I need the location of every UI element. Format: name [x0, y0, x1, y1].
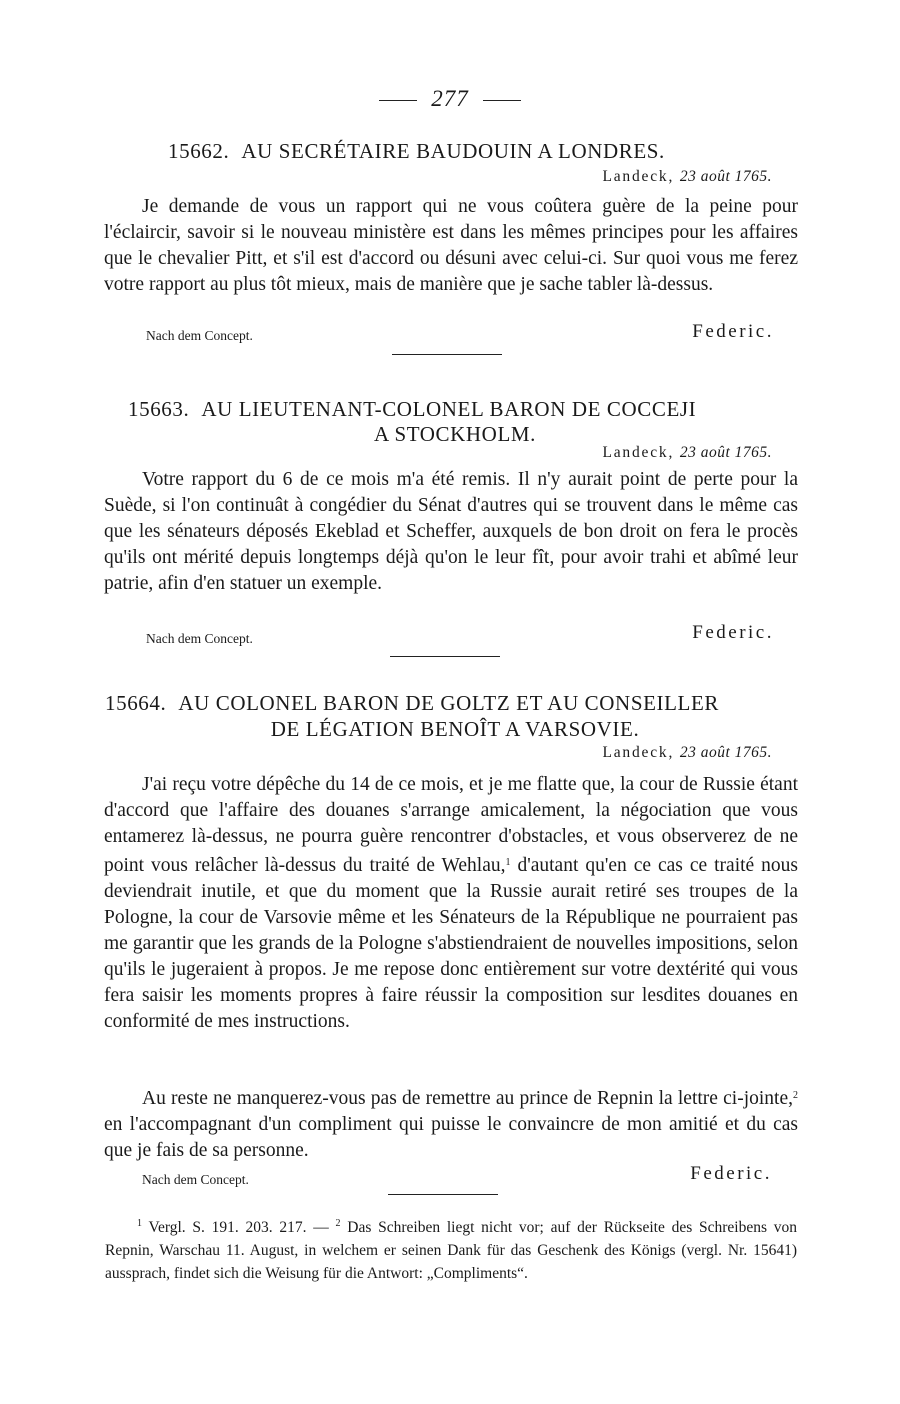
letter-heading-15662 — [168, 138, 868, 164]
letter-paragraph: Votre rapport du 6 de ce mois m'a été remis. Il n'y aurait point de perte pour la Suède, si l'on continuât à congédier du Sénat d'autres qui se trouvent dans le même cas que les sénateurs déposés Ekeblad et Scheffer, auxquels de bon droit on fera le procès qu'ils ont mérité depuis longtemps déjà qu'on le leur fît, pour avoir trahi et abîmé leur patrie, afin d'en statuer un exemple. — [104, 469, 798, 594]
letter-place: Landeck, — [602, 168, 675, 185]
letter-source: Nach dem Concept. — [146, 328, 253, 343]
section-divider — [390, 656, 500, 657]
footnote-reference: 1 — [505, 857, 511, 868]
letter-title-line2: A STOCKHOLM. — [373, 422, 536, 446]
letter-date: 23 août 1765. — [679, 444, 772, 461]
letter-number: 15663. — [128, 397, 190, 421]
letter-dateline — [602, 444, 772, 462]
letter-date: 23 août 1765. — [679, 168, 772, 185]
letter-signature: Federic. — [690, 1163, 772, 1184]
letter-title: AU SECRÉTAIRE BAUDOUIN A LONDRES. — [241, 139, 665, 163]
letter-paragraph — [104, 1083, 798, 1164]
letter-place: Landeck, — [602, 444, 675, 461]
paragraph-text: Au reste ne manquerez-vous pas de remettre au prince de Repnin la lettre ci-jointe, — [142, 1088, 793, 1109]
letter-heading-15663 — [128, 396, 788, 422]
page-number: 277 — [431, 86, 469, 111]
section-divider — [388, 1194, 498, 1195]
letter-source: Nach dem Concept. — [142, 1172, 249, 1187]
letter-date: 23 août 1765. — [679, 744, 772, 761]
paragraph-text: J'ai reçu votre dépêche du 14 de ce mois, et je me flatte que, la cour de Russie étant d'accord que l'affaire des douanes s'arrange amicalement, la négociation que vous entamerez là-dessus, ne pourra guère rencontrer d'obstacles, et vous observerez de ne point vous relâcher là-dessus du traité de Wehlau, — [104, 774, 798, 876]
letter-title-line1: AU LIEUTENANT-COLONEL BARON DE COCCEJI — [201, 397, 697, 421]
page-number-dash-left — [379, 100, 417, 101]
paragraph-text: d'autant qu'en ce cas ce traité nous deviendrait inutile, et que du moment que la Russie aurait retiré ses troupes de la Pologne, la cour de Varsovie même et les Sénateurs de la République ne pourraient pas me garantir que les grands de la Pologne s'abstiendraient de nouvelles impositions, selon qu'ils le jugeraient à propos. Je me repose donc entièrement sur votre dextérité qui vous fera saisir les moments propres à faire réussir la composition sur lesdites douanes en conformité de mes instructions. — [104, 855, 798, 1032]
letter-dateline — [602, 744, 772, 762]
page-number-dash-right — [483, 100, 521, 101]
letter-title-line2: DE LÉGATION BENOÎT A VARSOVIE. — [270, 717, 640, 741]
section-divider — [392, 354, 502, 355]
footnote-text: Das Schreiben liegt nicht vor; auf der Rückseite des Schreibens von Repnin, Warschau 11. August, in welchem er seinen Dank für das Geschenk des Königs (vergl. Nr. 15641) aussprach, findet sich die Weisung für die Antwort: „Compliments“. — [105, 1219, 797, 1282]
letter-source: Nach dem Concept. — [146, 631, 253, 646]
footnote-text: Vergl. S. 191. 203. 217. — — [142, 1219, 336, 1236]
letter-signature: Federic. — [692, 622, 774, 643]
paragraph-text: en l'accompagnant d'un compliment qui puisse le convaincre de mon amitié et du cas que je fais de sa personne. — [104, 1114, 798, 1161]
letter-place: Landeck, — [602, 744, 675, 761]
letter-title-line1: AU COLONEL BARON DE GOLTZ ET AU CONSEILLER — [178, 691, 720, 715]
letter-paragraph — [104, 772, 798, 1035]
footnote-reference: 2 — [793, 1090, 798, 1101]
letter-number: 15664. — [105, 691, 167, 715]
letter-number: 15662. — [168, 139, 230, 163]
letter-dateline — [602, 168, 772, 186]
page-number-line — [0, 86, 900, 112]
footnotes — [105, 1212, 797, 1285]
letter-signature: Federic. — [692, 321, 774, 342]
footnote-mark: 1 — [137, 1218, 142, 1229]
letter-heading-15664 — [105, 690, 805, 716]
letter-paragraph: Je demande de vous un rapport qui ne vous coûtera guère de la peine pour l'éclaircir, savoir si le nouveau ministère est dans les mêmes principes pour les affaires que le chevalier Pitt, et s'il est d'accord ou désuni avec celui-ci. Sur quoi vous me ferez votre rapport au plus tôt mieux, mais de manière que je sache tabler là-dessus. — [104, 196, 798, 295]
footnote-mark: 2 — [335, 1218, 341, 1229]
